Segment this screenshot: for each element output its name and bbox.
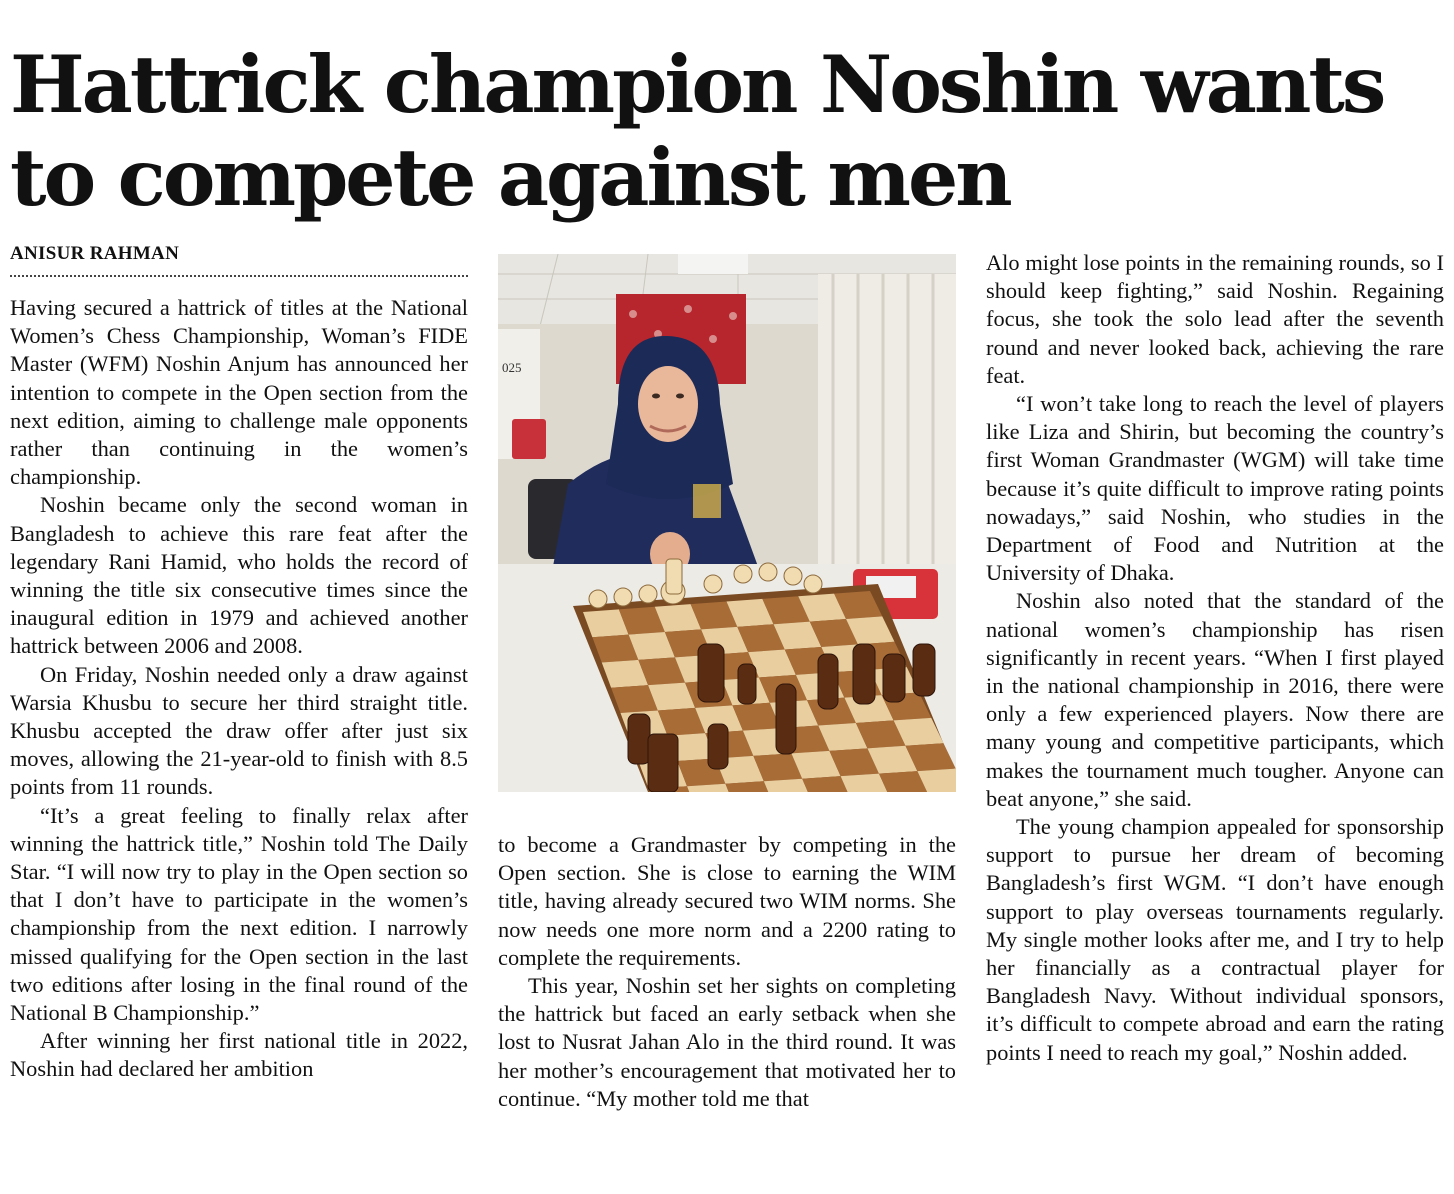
paragraph: This year, Noshin set her sights on completing the hattrick but faced an early setback when she lost to Nusrat Jahan Alo in the third round. It was her mother’s encouragement that motivated her to continue. “My mother told me that — [498, 973, 956, 1111]
headline: Hattrick champion Noshin wants to compete against men — [10, 38, 1384, 224]
byline: ANISUR RAHMAN — [10, 243, 468, 277]
paragraph: Alo might lose points in the remaining rounds, so I should keep fighting,” said Noshin. Regaining focus, she took the solo lead after the seventh round and never looked back, achieving the rare feat. — [986, 250, 1444, 388]
paragraph: After winning her first national title in 2022, Noshin had declared her ambition — [10, 1028, 468, 1082]
article-photo — [498, 254, 956, 792]
paragraph: The young champion appealed for sponsorship support to pursue her dream of becoming Bangladesh’s first WGM. “I don’t have enough support to play overseas tournaments regularly. My single mother looks after me, and I try to help her financially as a contractual player for Bangladesh Navy. Without individual sponsors, it’s difficult to compete abroad and earn the rating points I need to reach my goal,” Noshin added. — [986, 814, 1444, 1065]
banner-text: 025 — [502, 360, 522, 375]
paragraph: “It’s a great feeling to finally relax after winning the hattrick title,” Noshin told The Daily Star. “I will now try to play in the Open section so that I don’t have to participate in the women’s championship from the next edition. I narrowly missed qualifying for the Open section in the last two editions after losing in the final round of the National B Championship.” — [10, 802, 468, 1026]
article-column-2 — [498, 831, 956, 1113]
paragraph: Noshin became only the second woman in Bangladesh to achieve this rare feat after the legendary Rani Hamid, who holds the record of winning the title six consecutive times since the inaugural edition in 1979 and achieved another hattrick between 2006 and 2008. — [10, 492, 468, 659]
paragraph: Having secured a hattrick of titles at the National Women’s Chess Championship, Woman’s FIDE Master (WFM) Noshin Anjum has announced her intention to compete in the Open section from the next edition, aiming to challenge male opponents rather than continuing in the women’s championship. — [10, 295, 468, 490]
paragraph: to become a Grandmaster by competing in the Open section. She is close to earning the WIM title, having already secured two WIM norms. She now needs one more norm and a 2200 rating to complete the requirements. — [498, 832, 956, 970]
paragraph: On Friday, Noshin needed only a draw against Warsia Khusbu to secure her third straight title. Khusbu accepted the draw offer after just six moves, allowing the 21-year-old to finish with 8.5 points from 11 rounds. — [10, 661, 468, 800]
paragraph: “I won’t take long to reach the level of players like Liza and Shirin, but becoming the country’s first Woman Grandmaster (WGM) will take time because it’s quite difficult to improve rating points nowadays,” said Noshin, who studies in the Department of Food and Nutrition at the University of Dhaka. — [986, 391, 1444, 586]
chess-player-photo — [498, 254, 956, 792]
article-column-3 — [986, 249, 1444, 1067]
article-column-1 — [10, 294, 468, 1084]
paragraph: Noshin also noted that the standard of the national women’s championship has risen significantly in recent years. “When I first played in the national championship in 2016, there were only a few experienced players. Now there are many young and competitive participants, which makes the tournament much tougher. Anyone can beat anyone,” she said. — [986, 588, 1444, 811]
